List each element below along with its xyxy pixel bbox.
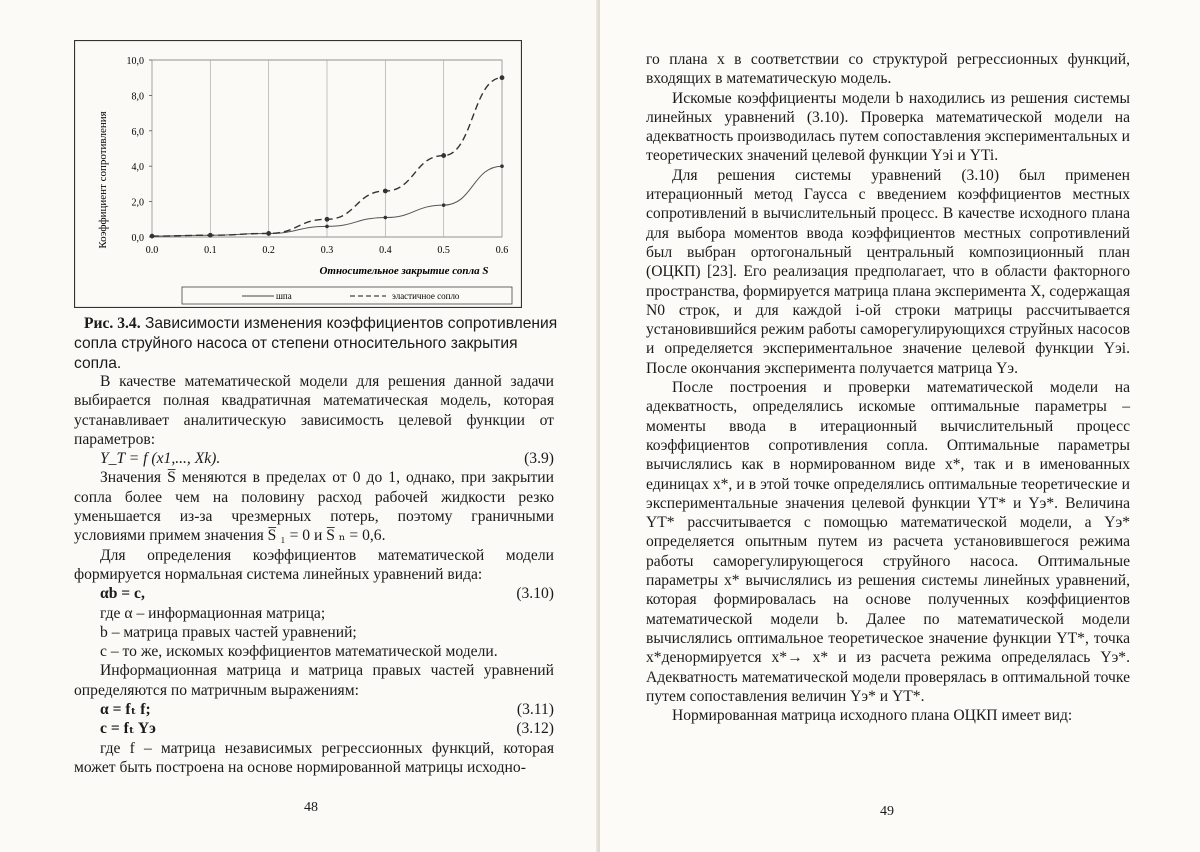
- chart-xlabel: Относительное закрытие сопла S: [319, 265, 489, 277]
- x-tick-label: 0.4: [379, 245, 392, 256]
- x-tick-label: 0.6: [495, 245, 509, 256]
- y-tick-label: 4,0: [131, 162, 144, 174]
- x-tick-label: 0.0: [145, 245, 159, 256]
- caption-line-1: Зависимости изменения коэффициентов сопротивления: [144, 315, 558, 332]
- legend-label-elastic: эластичное сопло: [392, 291, 460, 301]
- x-tick-label: 0.5: [437, 245, 450, 256]
- definition-line: b – матрица правых частей уравнений;: [100, 623, 357, 641]
- data-point-shpa: [325, 225, 329, 229]
- resistance-chart: [74, 40, 522, 308]
- y-tick-label: 0,0: [131, 233, 144, 244]
- data-point-elastic-nozzle: [441, 153, 446, 158]
- data-point-elastic-nozzle: [500, 75, 505, 80]
- paragraph: Информационная матрица и матрица правых частей уравнений определяются по матричным выражениям:: [74, 662, 554, 699]
- figure-3-4: [74, 40, 522, 308]
- data-point-shpa: [384, 216, 388, 220]
- legend-label-shpa: шпа: [276, 291, 292, 301]
- right-body-text: [646, 50, 1130, 725]
- equation-3-12: c = fₜ Yэ (3.12): [100, 720, 554, 738]
- data-point-shpa: [500, 164, 504, 168]
- paragraph: Для решения системы уравнений (3.10) был применен итерационный метод Гаусса с введением коэффициентов местных сопротивлений в вычислительный процесс. В качестве исходного плана для выбора моментов ввода коэффициентов местных сопротивлений был выбран ортогональный центральный композиционный план (ОЦКП) [23]. Его реализация предполагает, что в области факторного пространства, формируется матрица плана эксперимента X, содержащая N0 строк, и для каждой i-ой строки матрицы рассчитывается установившийся режим работы саморегулирующихся струйных насосов и определяется экспериментальное значение целевой функции Yэi. После окончания эксперимента получается матрица Yэ.: [646, 166, 1130, 377]
- y-tick-label: 6,0: [131, 126, 144, 138]
- data-point-elastic-nozzle: [150, 234, 155, 239]
- x-tick-label: 0.2: [262, 245, 275, 256]
- data-point-shpa: [442, 203, 446, 207]
- left-body-text: [74, 372, 554, 777]
- definition-line: где α – информационная матрица;: [100, 604, 326, 622]
- equation-3-9: Y_T = f (x1,..., Xk). (3.9): [100, 450, 554, 468]
- data-point-elastic-nozzle: [266, 231, 271, 236]
- caption-line-2: сопла струйного насоса от степени относительного закрытия сопла.: [74, 335, 518, 372]
- page-number: 48: [304, 800, 318, 815]
- paragraph: После построения и проверки математической модели на адекватность, определялись искомые оптимальные параметры – моменты ввода в итерационный вычислительный процесс коэффициентов сопротивления сопла. Оптимальные параметры вычислялись как в нормированном виде x*, так и в именованных единицах x*, и в этой точке определялись оптимальные теоретические и экспериментальные значения целевой функции YT* и Yэ*. Величина YT* рассчитывается с помощью математической модели, а Yэ* определяется опытным путем из расчета установившегося режима работы саморегулирующегося струйного насоса. Оптимальные параметры x* вычислялись из решения системы линейных уравнений, которая формировалась на основе полученных коэффициентов математической модели b. Далее по математической модели вычислялись оптимальное теоретическое значение функции YT*, точка x*денормируется x*→ x* и из расчета режима определялась Yэ*. Адекватность математической модели проверялась в оптимальной точке путем сопоставления величин Yэ* и YT*.: [646, 379, 1130, 705]
- definition-line: c – то же, искомых коэффициентов математической модели.: [100, 643, 498, 661]
- paragraph: где f – матрица независимых регрессионных функций, которая может быть построена на основе нормированной матрицы исходно-: [74, 739, 554, 776]
- page-number: 49: [880, 804, 894, 819]
- paragraph: В качестве математической модели для решения данной задачи выбирается полная квадратичная математическая модель, которая устанавливает аналитическую зависимость целевой функции от параметров:: [74, 373, 554, 448]
- x-tick-label: 0.3: [320, 245, 334, 256]
- paragraph: го плана x в соответствии со структурой регрессионных функций, входящих в математическую модель.: [646, 51, 1130, 88]
- data-point-elastic-nozzle: [208, 233, 213, 238]
- y-tick-label: 8,0: [131, 91, 144, 103]
- paragraph: Искомые коэффициенты модели b находились из решения системы линейных уравнений (3.10). Проверка математической модели на адекватность производилась путем сопоставления экспериментальных и теоретических значений целевой функции Yэi и YTi.: [646, 89, 1130, 165]
- y-tick-label: 2,0: [131, 197, 144, 209]
- paragraph: Для определения коэффициентов математической модели формируется нормальная система линейных уравнений вида:: [74, 546, 554, 583]
- equation-3-10: αb = c, (3.10): [100, 585, 554, 603]
- x-tick-label: 0.1: [204, 245, 217, 256]
- paragraph: Значения S̅ меняются в пределах от 0 до 1, однако, при закрытии сопла более чем на половину расход рабочей жидкости резко уменьшается из-за чрезмерных потерь, поэтому граничными условиями примем значения S̅ ₁ = 0 и S̅ ₙ = 0,6.: [74, 469, 554, 545]
- data-point-elastic-nozzle: [383, 189, 388, 194]
- equation-3-11: α = fₜ f; (3.11): [100, 701, 554, 719]
- data-point-elastic-nozzle: [325, 217, 330, 222]
- right-page: [600, 0, 1200, 852]
- paragraph: Нормированная матрица исходного плана ОЦКП имеет вид:: [672, 707, 1073, 725]
- caption-label: Рис. 3.4.: [84, 315, 141, 332]
- left-page: [0, 0, 598, 852]
- chart-ylabel: Коэффициент сопротивления: [97, 111, 109, 249]
- figure-caption: [74, 314, 564, 374]
- y-tick-label: 10,0: [126, 56, 144, 67]
